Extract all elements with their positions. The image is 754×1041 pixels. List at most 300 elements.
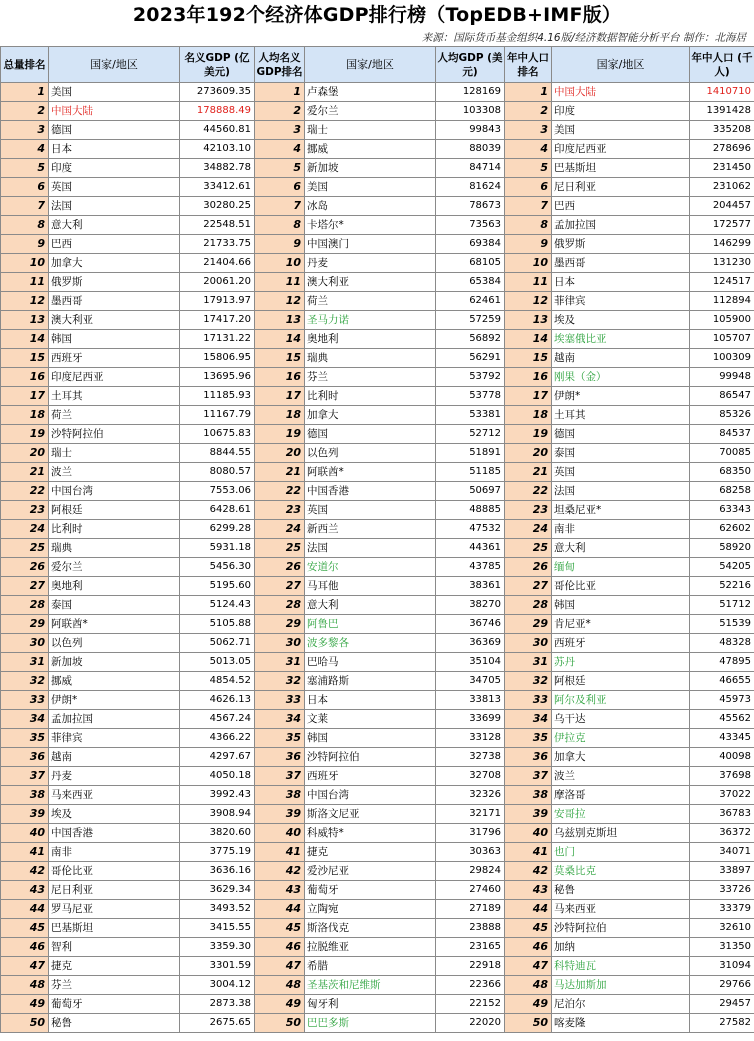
per-capita-rank-cell: 5 [255, 159, 305, 178]
gdp-country-cell: 伊朗* [49, 691, 180, 710]
gdp-rank-cell: 22 [1, 482, 49, 501]
gdp-value-cell: 2873.38 [180, 995, 255, 1014]
table-row [1, 349, 754, 368]
population-value-cell: 45562 [690, 710, 754, 729]
per-capita-rank-cell: 4 [255, 140, 305, 159]
table-row [1, 444, 754, 463]
gdp-country-cell: 法国 [49, 197, 180, 216]
population-country-cell: 美国 [552, 121, 690, 140]
gdp-value-cell: 5456.30 [180, 558, 255, 577]
per-capita-value-cell: 33128 [436, 729, 505, 748]
gdp-value-cell: 5931.18 [180, 539, 255, 558]
gdp-country-cell: 捷克 [49, 957, 180, 976]
per-capita-country-cell: 丹麦 [305, 254, 436, 273]
per-capita-rank-cell: 30 [255, 634, 305, 653]
gdp-country-cell: 巴基斯坦 [49, 919, 180, 938]
gdp-value-cell: 7553.06 [180, 482, 255, 501]
per-capita-country-cell: 美国 [305, 178, 436, 197]
gdp-country-cell: 加拿大 [49, 254, 180, 273]
population-country-cell: 波兰 [552, 767, 690, 786]
gdp-country-cell: 越南 [49, 748, 180, 767]
population-rank-cell: 33 [505, 691, 552, 710]
table-row [1, 976, 754, 995]
per-capita-country-cell: 安道尔 [305, 558, 436, 577]
gdp-rank-cell: 14 [1, 330, 49, 349]
population-value-cell: 32610 [690, 919, 754, 938]
population-value-cell: 46655 [690, 672, 754, 691]
per-capita-value-cell: 38270 [436, 596, 505, 615]
population-country-cell: 加纳 [552, 938, 690, 957]
gdp-country-cell: 以色列 [49, 634, 180, 653]
population-country-cell: 阿尔及利亚 [552, 691, 690, 710]
per-capita-rank-cell: 11 [255, 273, 305, 292]
per-capita-value-cell: 81624 [436, 178, 505, 197]
per-capita-country-cell: 比利时 [305, 387, 436, 406]
per-capita-rank-cell: 49 [255, 995, 305, 1014]
population-value-cell: 86547 [690, 387, 754, 406]
population-value-cell: 36372 [690, 824, 754, 843]
gdp-rank-cell: 18 [1, 406, 49, 425]
gdp-rank-cell: 35 [1, 729, 49, 748]
population-country-cell: 科特迪瓦 [552, 957, 690, 976]
population-rank-cell: 34 [505, 710, 552, 729]
per-capita-rank-cell: 15 [255, 349, 305, 368]
per-capita-rank-cell: 37 [255, 767, 305, 786]
gdp-country-cell: 澳大利亚 [49, 311, 180, 330]
population-country-cell: 马来西亚 [552, 900, 690, 919]
gdp-country-cell: 葡萄牙 [49, 995, 180, 1014]
per-capita-value-cell: 53381 [436, 406, 505, 425]
table-row [1, 881, 754, 900]
per-capita-country-cell: 德国 [305, 425, 436, 444]
population-value-cell: 278696 [690, 140, 754, 159]
gdp-rank-cell: 20 [1, 444, 49, 463]
table-row [1, 368, 754, 387]
gdp-value-cell: 273609.35 [180, 83, 255, 102]
population-country-cell: 南非 [552, 520, 690, 539]
table-row [1, 482, 754, 501]
header-population-rank: 年中人口排名 [505, 47, 552, 83]
population-rank-cell: 42 [505, 862, 552, 881]
population-value-cell: 34071 [690, 843, 754, 862]
per-capita-rank-cell: 36 [255, 748, 305, 767]
per-capita-country-cell: 圣马力诺 [305, 311, 436, 330]
population-rank-cell: 47 [505, 957, 552, 976]
per-capita-value-cell: 69384 [436, 235, 505, 254]
gdp-rank-cell: 11 [1, 273, 49, 292]
population-country-cell: 安哥拉 [552, 805, 690, 824]
per-capita-country-cell: 拉脱维亚 [305, 938, 436, 957]
gdp-rank-cell: 12 [1, 292, 49, 311]
gdp-rank-cell: 33 [1, 691, 49, 710]
gdp-value-cell: 44560.81 [180, 121, 255, 140]
per-capita-country-cell: 法国 [305, 539, 436, 558]
gdp-rank-cell: 34 [1, 710, 49, 729]
population-rank-cell: 22 [505, 482, 552, 501]
per-capita-value-cell: 23165 [436, 938, 505, 957]
per-capita-value-cell: 103308 [436, 102, 505, 121]
population-country-cell: 韩国 [552, 596, 690, 615]
table-row [1, 900, 754, 919]
gdp-rank-cell: 4 [1, 140, 49, 159]
per-capita-rank-cell: 50 [255, 1014, 305, 1033]
per-capita-value-cell: 73563 [436, 216, 505, 235]
per-capita-rank-cell: 16 [255, 368, 305, 387]
population-value-cell: 85326 [690, 406, 754, 425]
population-rank-cell: 13 [505, 311, 552, 330]
header-total-rank: 总量排名 [1, 47, 49, 83]
gdp-value-cell: 11185.93 [180, 387, 255, 406]
gdp-rank-cell: 8 [1, 216, 49, 235]
population-value-cell: 29766 [690, 976, 754, 995]
table-row [1, 1014, 754, 1033]
per-capita-rank-cell: 23 [255, 501, 305, 520]
population-rank-cell: 24 [505, 520, 552, 539]
population-value-cell: 68258 [690, 482, 754, 501]
gdp-value-cell: 4626.13 [180, 691, 255, 710]
per-capita-country-cell: 荷兰 [305, 292, 436, 311]
per-capita-rank-cell: 32 [255, 672, 305, 691]
gdp-rank-cell: 36 [1, 748, 49, 767]
population-rank-cell: 7 [505, 197, 552, 216]
per-capita-value-cell: 30363 [436, 843, 505, 862]
population-value-cell: 335208 [690, 121, 754, 140]
gdp-value-cell: 21733.75 [180, 235, 255, 254]
per-capita-rank-cell: 25 [255, 539, 305, 558]
population-value-cell: 29457 [690, 995, 754, 1014]
population-country-cell: 缅甸 [552, 558, 690, 577]
per-capita-rank-cell: 47 [255, 957, 305, 976]
population-country-cell: 墨西哥 [552, 254, 690, 273]
per-capita-value-cell: 50697 [436, 482, 505, 501]
per-capita-country-cell: 挪威 [305, 140, 436, 159]
per-capita-country-cell: 捷克 [305, 843, 436, 862]
population-value-cell: 37022 [690, 786, 754, 805]
population-country-cell: 埃塞俄比亚 [552, 330, 690, 349]
per-capita-rank-cell: 29 [255, 615, 305, 634]
gdp-country-cell: 菲律宾 [49, 729, 180, 748]
gdp-value-cell: 3636.16 [180, 862, 255, 881]
gdp-value-cell: 178888.49 [180, 102, 255, 121]
gdp-rank-cell: 31 [1, 653, 49, 672]
per-capita-value-cell: 62461 [436, 292, 505, 311]
per-capita-rank-cell: 22 [255, 482, 305, 501]
gdp-value-cell: 4854.52 [180, 672, 255, 691]
per-capita-country-cell: 卢森堡 [305, 83, 436, 102]
per-capita-rank-cell: 6 [255, 178, 305, 197]
header-population: 年中人口 (千人) [690, 47, 754, 83]
population-value-cell: 146299 [690, 235, 754, 254]
population-value-cell: 36783 [690, 805, 754, 824]
per-capita-value-cell: 22152 [436, 995, 505, 1014]
table-row [1, 558, 754, 577]
population-country-cell: 尼泊尔 [552, 995, 690, 1014]
per-capita-value-cell: 32171 [436, 805, 505, 824]
gdp-value-cell: 30280.25 [180, 197, 255, 216]
gdp-value-cell: 3004.12 [180, 976, 255, 995]
gdp-value-cell: 5195.60 [180, 577, 255, 596]
gdp-rank-cell: 43 [1, 881, 49, 900]
per-capita-rank-cell: 40 [255, 824, 305, 843]
per-capita-value-cell: 65384 [436, 273, 505, 292]
gdp-country-cell: 比利时 [49, 520, 180, 539]
per-capita-rank-cell: 26 [255, 558, 305, 577]
gdp-value-cell: 5105.88 [180, 615, 255, 634]
per-capita-rank-cell: 28 [255, 596, 305, 615]
population-value-cell: 1410710 [690, 83, 754, 102]
gdp-country-cell: 智利 [49, 938, 180, 957]
population-value-cell: 37698 [690, 767, 754, 786]
population-country-cell: 乌兹别克斯坦 [552, 824, 690, 843]
population-rank-cell: 2 [505, 102, 552, 121]
gdp-value-cell: 6428.61 [180, 501, 255, 520]
gdp-value-cell: 21404.66 [180, 254, 255, 273]
gdp-rank-cell: 24 [1, 520, 49, 539]
table-row [1, 862, 754, 881]
population-rank-cell: 12 [505, 292, 552, 311]
per-capita-value-cell: 56291 [436, 349, 505, 368]
population-value-cell: 1391428 [690, 102, 754, 121]
population-value-cell: 45973 [690, 691, 754, 710]
per-capita-country-cell: 文莱 [305, 710, 436, 729]
per-capita-value-cell: 32326 [436, 786, 505, 805]
population-rank-cell: 40 [505, 824, 552, 843]
gdp-rank-cell: 2 [1, 102, 49, 121]
per-capita-value-cell: 57259 [436, 311, 505, 330]
gdp-country-cell: 印度尼西亚 [49, 368, 180, 387]
population-rank-cell: 8 [505, 216, 552, 235]
header-country-1: 国家/地区 [49, 47, 180, 83]
gdp-rank-cell: 30 [1, 634, 49, 653]
gdp-value-cell: 33412.61 [180, 178, 255, 197]
gdp-rank-cell: 17 [1, 387, 49, 406]
per-capita-value-cell: 32708 [436, 767, 505, 786]
gdp-value-cell: 34882.78 [180, 159, 255, 178]
population-value-cell: 62602 [690, 520, 754, 539]
per-capita-value-cell: 32738 [436, 748, 505, 767]
per-capita-country-cell: 沙特阿拉伯 [305, 748, 436, 767]
per-capita-rank-cell: 24 [255, 520, 305, 539]
population-country-cell: 哥伦比亚 [552, 577, 690, 596]
per-capita-rank-cell: 27 [255, 577, 305, 596]
table-row [1, 995, 754, 1014]
population-value-cell: 51539 [690, 615, 754, 634]
gdp-value-cell: 4050.18 [180, 767, 255, 786]
population-rank-cell: 4 [505, 140, 552, 159]
gdp-rank-cell: 47 [1, 957, 49, 976]
per-capita-country-cell: 卡塔尔* [305, 216, 436, 235]
gdp-rank-cell: 42 [1, 862, 49, 881]
population-rank-cell: 46 [505, 938, 552, 957]
per-capita-country-cell: 立陶宛 [305, 900, 436, 919]
population-country-cell: 法国 [552, 482, 690, 501]
population-rank-cell: 32 [505, 672, 552, 691]
per-capita-country-cell: 阿鲁巴 [305, 615, 436, 634]
per-capita-value-cell: 48885 [436, 501, 505, 520]
gdp-value-cell: 8080.57 [180, 463, 255, 482]
population-value-cell: 52216 [690, 577, 754, 596]
table-row [1, 102, 754, 121]
gdp-value-cell: 3820.60 [180, 824, 255, 843]
population-country-cell: 巴基斯坦 [552, 159, 690, 178]
per-capita-value-cell: 35104 [436, 653, 505, 672]
per-capita-rank-cell: 41 [255, 843, 305, 862]
population-rank-cell: 43 [505, 881, 552, 900]
population-country-cell: 德国 [552, 425, 690, 444]
population-value-cell: 131230 [690, 254, 754, 273]
per-capita-rank-cell: 21 [255, 463, 305, 482]
population-country-cell: 摩洛哥 [552, 786, 690, 805]
population-country-cell: 苏丹 [552, 653, 690, 672]
gdp-country-cell: 俄罗斯 [49, 273, 180, 292]
table-row [1, 254, 754, 273]
per-capita-value-cell: 36369 [436, 634, 505, 653]
gdp-rank-cell: 39 [1, 805, 49, 824]
population-value-cell: 27582 [690, 1014, 754, 1033]
population-value-cell: 84537 [690, 425, 754, 444]
per-capita-country-cell: 新西兰 [305, 520, 436, 539]
table-row [1, 539, 754, 558]
gdp-value-cell: 13695.96 [180, 368, 255, 387]
per-capita-value-cell: 56892 [436, 330, 505, 349]
per-capita-rank-cell: 42 [255, 862, 305, 881]
population-country-cell: 肯尼亚* [552, 615, 690, 634]
gdp-value-cell: 3908.94 [180, 805, 255, 824]
table-row [1, 957, 754, 976]
population-rank-cell: 35 [505, 729, 552, 748]
per-capita-country-cell: 瑞典 [305, 349, 436, 368]
population-value-cell: 124517 [690, 273, 754, 292]
population-rank-cell: 9 [505, 235, 552, 254]
per-capita-rank-cell: 12 [255, 292, 305, 311]
gdp-country-cell: 阿根廷 [49, 501, 180, 520]
population-rank-cell: 21 [505, 463, 552, 482]
gdp-country-cell: 韩国 [49, 330, 180, 349]
population-rank-cell: 6 [505, 178, 552, 197]
population-country-cell: 越南 [552, 349, 690, 368]
header-row [1, 47, 754, 83]
population-value-cell: 54205 [690, 558, 754, 577]
table-row [1, 843, 754, 862]
population-value-cell: 204457 [690, 197, 754, 216]
per-capita-country-cell: 意大利 [305, 596, 436, 615]
table-row [1, 786, 754, 805]
population-country-cell: 西班牙 [552, 634, 690, 653]
per-capita-country-cell: 中国香港 [305, 482, 436, 501]
population-value-cell: 231062 [690, 178, 754, 197]
population-rank-cell: 31 [505, 653, 552, 672]
gdp-rank-cell: 9 [1, 235, 49, 254]
population-value-cell: 33897 [690, 862, 754, 881]
population-country-cell: 伊朗* [552, 387, 690, 406]
table-row [1, 311, 754, 330]
per-capita-rank-cell: 14 [255, 330, 305, 349]
gdp-value-cell: 11167.79 [180, 406, 255, 425]
gdp-rank-cell: 41 [1, 843, 49, 862]
table-row [1, 197, 754, 216]
population-country-cell: 埃及 [552, 311, 690, 330]
gdp-country-cell: 阿联酋* [49, 615, 180, 634]
gdp-country-cell: 日本 [49, 140, 180, 159]
per-capita-value-cell: 27189 [436, 900, 505, 919]
per-capita-country-cell: 爱沙尼亚 [305, 862, 436, 881]
per-capita-country-cell: 斯洛伐克 [305, 919, 436, 938]
gdp-country-cell: 巴西 [49, 235, 180, 254]
per-capita-country-cell: 塞浦路斯 [305, 672, 436, 691]
per-capita-country-cell: 日本 [305, 691, 436, 710]
gdp-value-cell: 15806.95 [180, 349, 255, 368]
per-capita-rank-cell: 33 [255, 691, 305, 710]
gdp-rank-cell: 29 [1, 615, 49, 634]
gdp-country-cell: 中国大陆 [49, 102, 180, 121]
population-value-cell: 172577 [690, 216, 754, 235]
population-country-cell: 刚果（金） [552, 368, 690, 387]
table-row [1, 520, 754, 539]
gdp-rank-cell: 10 [1, 254, 49, 273]
population-value-cell: 112894 [690, 292, 754, 311]
table-row [1, 596, 754, 615]
population-rank-cell: 50 [505, 1014, 552, 1033]
table-row [1, 273, 754, 292]
gdp-rank-cell: 5 [1, 159, 49, 178]
population-country-cell: 孟加拉国 [552, 216, 690, 235]
per-capita-value-cell: 43785 [436, 558, 505, 577]
gdp-rank-cell: 26 [1, 558, 49, 577]
per-capita-country-cell: 葡萄牙 [305, 881, 436, 900]
table-row [1, 159, 754, 178]
per-capita-value-cell: 44361 [436, 539, 505, 558]
per-capita-value-cell: 84714 [436, 159, 505, 178]
per-capita-rank-cell: 8 [255, 216, 305, 235]
gdp-rank-cell: 7 [1, 197, 49, 216]
per-capita-rank-cell: 2 [255, 102, 305, 121]
table-body [1, 83, 754, 1033]
population-value-cell: 31094 [690, 957, 754, 976]
table-row [1, 406, 754, 425]
table-row [1, 824, 754, 843]
population-rank-cell: 41 [505, 843, 552, 862]
gdp-country-cell: 埃及 [49, 805, 180, 824]
per-capita-country-cell: 芬兰 [305, 368, 436, 387]
population-country-cell: 巴西 [552, 197, 690, 216]
gdp-rank-cell: 40 [1, 824, 49, 843]
per-capita-country-cell: 以色列 [305, 444, 436, 463]
gdp-value-cell: 2675.65 [180, 1014, 255, 1033]
population-value-cell: 63343 [690, 501, 754, 520]
table-row [1, 615, 754, 634]
population-value-cell: 70085 [690, 444, 754, 463]
gdp-country-cell: 土耳其 [49, 387, 180, 406]
population-country-cell: 也门 [552, 843, 690, 862]
population-rank-cell: 14 [505, 330, 552, 349]
per-capita-value-cell: 33699 [436, 710, 505, 729]
per-capita-rank-cell: 38 [255, 786, 305, 805]
gdp-rank-cell: 50 [1, 1014, 49, 1033]
table-row [1, 425, 754, 444]
per-capita-country-cell: 韩国 [305, 729, 436, 748]
gdp-value-cell: 42103.10 [180, 140, 255, 159]
gdp-rank-cell: 16 [1, 368, 49, 387]
population-rank-cell: 20 [505, 444, 552, 463]
per-capita-value-cell: 68105 [436, 254, 505, 273]
population-rank-cell: 48 [505, 976, 552, 995]
gdp-value-cell: 17913.97 [180, 292, 255, 311]
per-capita-value-cell: 36746 [436, 615, 505, 634]
per-capita-rank-cell: 1 [255, 83, 305, 102]
population-country-cell: 俄罗斯 [552, 235, 690, 254]
table-row [1, 634, 754, 653]
table-row [1, 235, 754, 254]
